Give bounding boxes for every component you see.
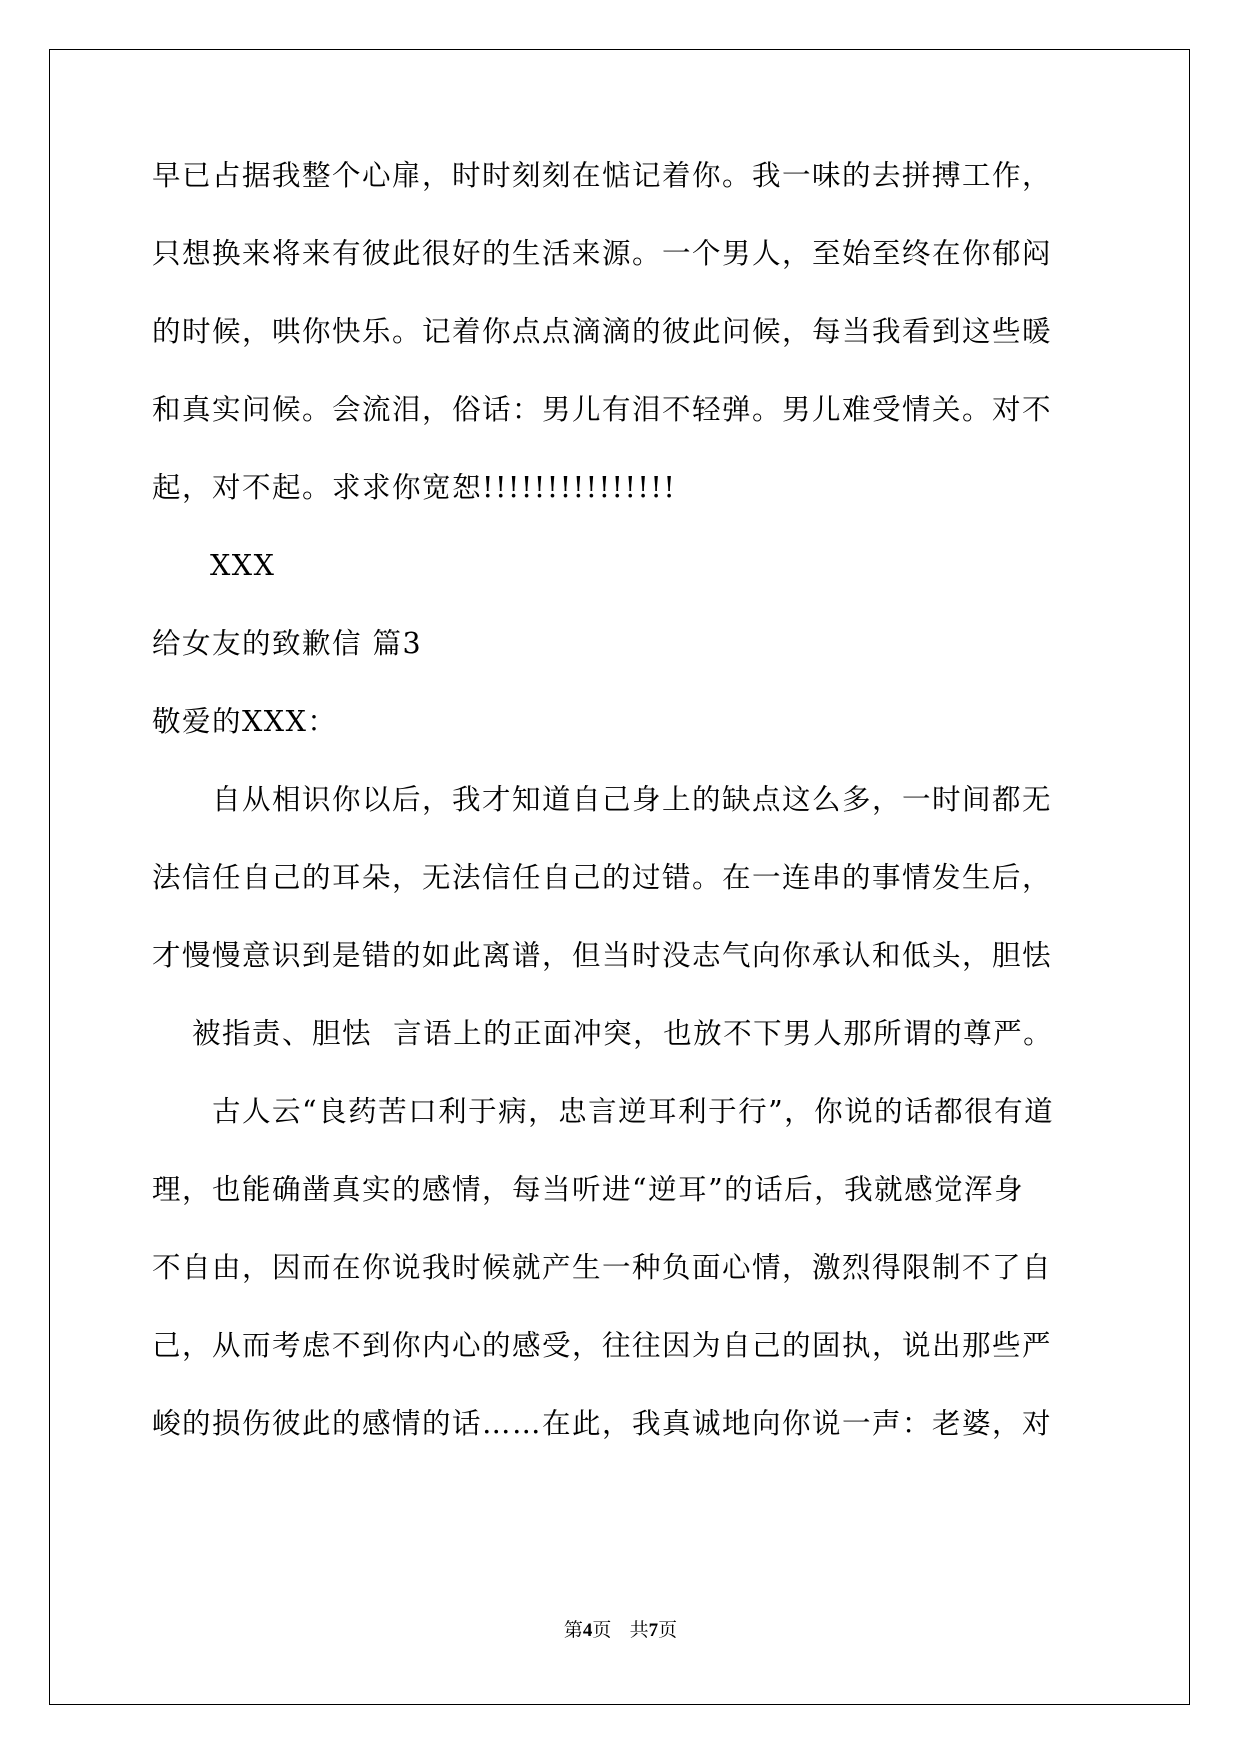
text-line-11: 才慢慢意识到是错的如此离谱，但当时没志气向你承认和低头，胆怯 bbox=[152, 939, 1053, 972]
text-line-2: 只想换来将来有彼此很好的生活来源。一个男人，至始至终在你郁闷 bbox=[152, 237, 1053, 270]
text-line-14: 理，也能确凿真实的感情，每当听进“逆耳”的话后，我就感觉浑身 bbox=[152, 1173, 1025, 1206]
footer-page-suffix: 页 bbox=[592, 1619, 612, 1641]
text-line-9: 自从相识你以后，我才知道自己身上的缺点这么多，一时间都无 bbox=[212, 783, 1053, 816]
text-line-4: 和真实问候。会流泪，俗话：男儿有泪不轻弹。男儿难受情关。对不 bbox=[152, 393, 1053, 426]
text-line-10: 法信任自己的耳朵，无法信任自己的过错。在一连串的事情发生后， bbox=[152, 861, 1053, 894]
text-line-17: 峻的损伤彼此的感情的话……在此，我真诚地向你说一声：老婆，对 bbox=[152, 1407, 1053, 1440]
footer-total-prefix: 共 bbox=[629, 1619, 649, 1641]
text-line-12: 被指责、胆怯 言语上的正面冲突，也放不下男人那所谓的尊严。 bbox=[192, 1017, 1054, 1050]
footer-page-prefix: 第 bbox=[563, 1619, 583, 1641]
salutation: 敬爱的XXX： bbox=[152, 705, 338, 738]
footer-page-number: 4 bbox=[582, 1620, 593, 1641]
section-title: 给女友的致歉信 篇3 bbox=[152, 627, 423, 660]
text-line-1: 早已占据我整个心扉，时时刻刻在惦记着你。我一味的去拼搏工作， bbox=[152, 159, 1053, 192]
text-line-3: 的时候，哄你快乐。记着你点点滴滴的彼此问候，每当我看到这些暖 bbox=[152, 315, 1053, 348]
footer-total-number: 7 bbox=[648, 1620, 659, 1641]
page-footer bbox=[0, 1618, 1241, 1643]
signature: XXX bbox=[210, 549, 276, 582]
footer-total-suffix: 页 bbox=[658, 1619, 678, 1641]
text-line-13: 古人云“良药苦口利于病，忠言逆耳利于行”，你说的话都很有道 bbox=[212, 1095, 1055, 1128]
text-line-16: 己，从而考虑不到你内心的感受，往往因为自己的固执，说出那些严 bbox=[152, 1329, 1053, 1362]
text-line-5: 起，对不起。求求你宽恕!!!!!!!!!!!!!!! bbox=[152, 471, 677, 504]
text-line-15: 不自由，因而在你说我时候就产生一种负面心情，激烈得限制不了自 bbox=[152, 1251, 1053, 1284]
